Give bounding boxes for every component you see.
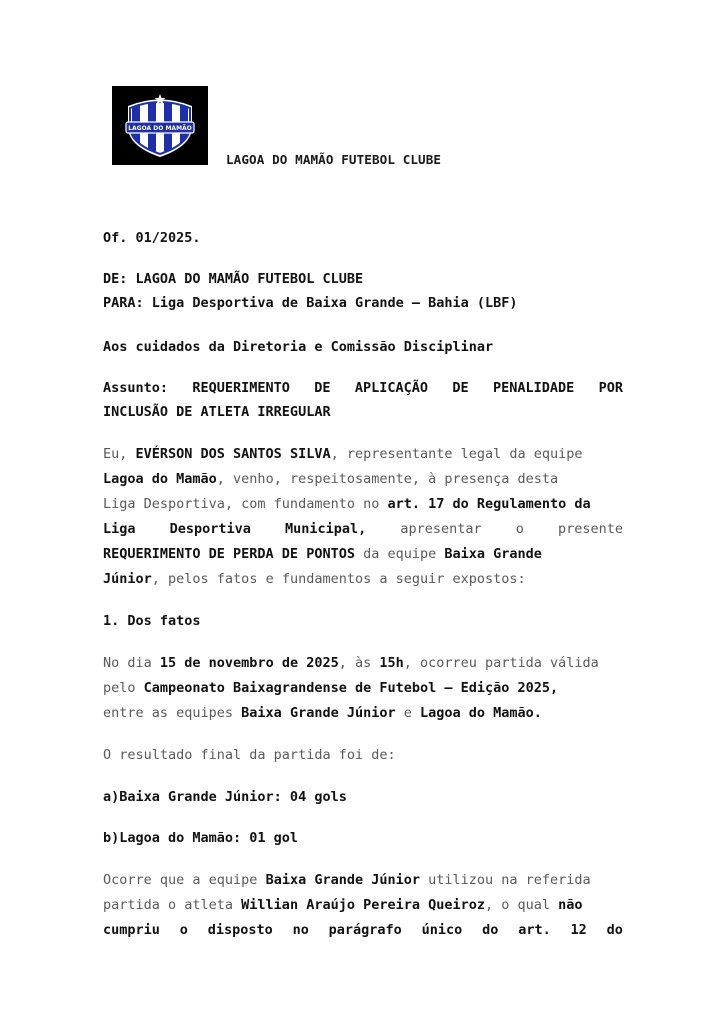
text-run: , pelos fatos e fundamentos a seguir expostos: — [151, 571, 526, 587]
p3-line-2 — [103, 893, 623, 918]
text-run: Eu, — [103, 446, 136, 462]
to-line: PARA: Liga Desportiva de Baixa Grande – Bahia (LBF) — [103, 295, 518, 311]
subject-word: POR — [598, 380, 623, 396]
result-item-b: b)Lagoa do Mamão: 01 gol — [103, 830, 299, 846]
championship-name: Campeonato Baixagrandense de Futebol – Edição 2025 — [143, 680, 551, 696]
result-item-a: a)Baixa Grande Júnior: 04 gols — [103, 789, 347, 805]
p2-line-2 — [103, 676, 623, 701]
subject-word: Assunto: — [103, 380, 169, 396]
text-run: , ocorreu partida válida — [403, 655, 599, 671]
text-run: , o qual — [485, 897, 559, 913]
text-run: do — [482, 922, 499, 938]
team-name: Baixa Grande — [444, 546, 542, 562]
match-date: 15 de novembro de 2025 — [159, 655, 339, 671]
text-run: Liga Desportiva, com fundamento no — [103, 496, 388, 512]
p2-line-1 — [103, 651, 623, 676]
subject-word: DE — [314, 380, 331, 396]
club-name-heading: LAGOA DO MAMÃO FUTEBOL CLUBE — [226, 152, 442, 167]
text-run: do — [606, 922, 623, 938]
office-number: Of. 01/2025. — [103, 230, 201, 246]
article-reference: art. 17 do Regulamento da — [387, 496, 591, 512]
text-run: . — [533, 705, 542, 721]
text-run: cumpriu — [103, 922, 160, 938]
team-name: Baixa Grande Júnior — [265, 872, 420, 888]
text-run: o — [515, 521, 524, 537]
text-run: e — [395, 705, 420, 721]
text-run: , às — [338, 655, 380, 671]
result-intro: O resultado final da partida foi de: — [103, 747, 396, 763]
text-run: não — [558, 897, 583, 913]
p3-line-3 — [103, 918, 623, 943]
team-name: Lagoa do Mamão — [420, 705, 534, 721]
team-name: Lagoa do Mamão — [103, 471, 217, 487]
subject-line-1 — [103, 376, 623, 401]
subject-line-2: INCLUSÃO DE ATLETA IRREGULAR — [103, 404, 331, 420]
athlete-name: Willian Araújo Pereira Queiroz — [241, 897, 486, 913]
text-run: , representante legal da equipe — [330, 446, 583, 462]
representative-name: EVÉRSON DOS SANTOS SILVA — [135, 446, 331, 462]
subject-word: PENALIDADE — [492, 380, 575, 396]
text-run: utilizou na referida — [420, 872, 591, 888]
text-run: da equipe — [354, 546, 445, 562]
text-run: pelo — [103, 680, 144, 696]
club-logo — [112, 86, 208, 165]
text-run: presente — [557, 521, 623, 537]
text-run: partida o atleta — [103, 897, 242, 913]
section-1-title: 1. Dos fatos — [103, 613, 201, 629]
text-run: apresentar — [400, 521, 482, 537]
text-run: Desportiva — [169, 521, 251, 537]
text-run: entre as equipes — [103, 705, 242, 721]
p1-line-6 — [103, 567, 623, 592]
text-run: , — [550, 680, 559, 696]
text-run: No dia — [103, 655, 160, 671]
text-run: disposto — [207, 922, 273, 938]
p3-line-1 — [103, 868, 623, 893]
subject-word: APLICAÇÃO — [354, 380, 429, 396]
p1-line-2 — [103, 467, 623, 492]
subject-word: DE — [452, 380, 469, 396]
team-name: Baixa Grande Júnior — [241, 705, 396, 721]
request-title: REQUERIMENTO DE PERDA DE PONTOS — [103, 546, 355, 562]
text-run: Liga — [103, 521, 136, 537]
match-time: 15h — [379, 655, 404, 671]
text-run: o — [179, 922, 188, 938]
text-run: Ocorre que a equipe — [103, 872, 266, 888]
text-run: parágrafo — [328, 922, 402, 938]
p1-line-4 — [103, 517, 623, 542]
from-line: DE: LAGOA DO MAMÃO FUTEBOL CLUBE — [103, 271, 364, 287]
club-crest-icon — [112, 86, 208, 165]
p2-line-3 — [103, 701, 623, 726]
text-run: no — [292, 922, 309, 938]
logo-text: LAGOA DO MAMÃO — [128, 125, 192, 133]
subject-word: REQUERIMENTO — [192, 380, 290, 396]
team-name: Júnior — [103, 571, 152, 587]
text-run: 12 — [570, 922, 587, 938]
text-run: Municipal, — [284, 521, 367, 537]
p1-line-5 — [103, 542, 623, 567]
text-run: único — [421, 922, 463, 938]
attention-line: Aos cuidados da Diretoria e Comissão Disciplinar — [103, 339, 494, 355]
p1-line-3 — [103, 492, 623, 517]
text-run: art. — [518, 922, 551, 938]
p1-line-1 — [103, 442, 623, 467]
text-run: , venho, respeitosamente, à presença desta — [216, 471, 559, 487]
